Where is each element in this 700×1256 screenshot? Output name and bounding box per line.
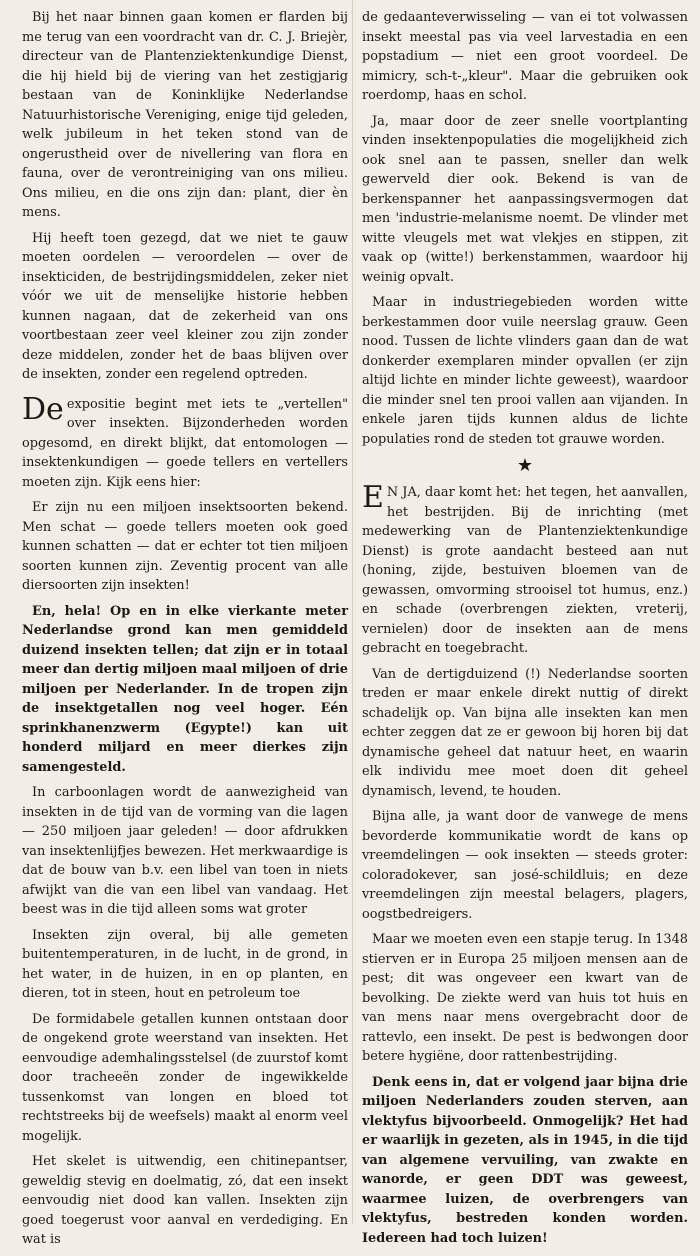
paragraph: Het skelet is uitwendig, een chitinepantser, geweldig stevig en doelmatig, zó, dat een insekt eenvoudig niet dood kan vallen. Insekten zijn goed toegerust voor aanval en verdediging. En wat is [22,1154,348,1247]
paragraph: Insekten zijn overal, bij alle gemeten buitentemperaturen, in de lucht, in de grond, in het water, in de huizen, in en op planten, en dieren, tot in steen, hout en petroleum toe [22,927,348,1001]
bold-paragraph: Denk eens in, dat er volgend jaar bijna drie miljoen Nederlanders zouden sterven, aan vlektyfus bijvoorbeeld. Onmogelijk? Het had er waarlijk in gezeten, als in 1945, in die tijd van algemene vervuiling, van zwakte en wanorde, er geen DDT was geweest, waarmee luizen, de overbrengers van vlektyfus, bestreden konden worden. Iedereen had toch luizen! [362,1074,688,1246]
paragraph: Maar in industriegebieden worden witte berkestammen door vuile neerslag grauw. Geen nood. Tussen de lichte vlinders gaan dan de wat donkerder exemplaren minder opvallen (er zijn altijd lichte en minder lichte geweest), waardoor die minder snel ten prooi vallen aan vijanden. In enkele jaren tijds kunnen aldus de lichte populaties rond de steden tot grauwe worden. [362,295,688,447]
drop-cap: E [362,480,384,515]
column-divider [352,0,353,1224]
drop-cap: De [22,391,64,427]
paragraph: Er zijn nu een miljoen insektsoorten bekend. Men schat — goede tellers moeten ook goed kunnen schatten — dat er echter tot tien miljoen soorten kunnen zijn. Zeventig procent van alle diersoorten zijn insekten! [22,500,348,593]
paragraph: Van de dertigduizend (!) Nederlandse soorten treden er maar enkele direkt nuttig of direkt schadelijk op. Van bijna alle insekten kan men echter zeggen dat ze er gewoon bij horen bij dat dynamische geheel dat natuur heet, en waarin elk individu mee moet doen dit geheel dynamisch, levend, te houden. [362,666,688,799]
right-column [362,8,688,1254]
paragraph: Hij heeft toen gezegd, dat we niet te gauw moeten oordelen — veroordelen — over de insekticiden, de bestrijdingsmiddelen, zeker niet vóór we uit de menselijke historie hebben kunnen nagaan, dat de zekerheid van ons voortbestaan zeer veel kleiner zou zijn zonder deze middelen, zonder het de baas blijven over de insekten, zonder een regelend optreden. [22,230,348,382]
paragraph: Maar we moeten even een stapje terug. In 1348 stierven er in Europa 25 miljoen mensen aan de pest; dit was ongeveer een kwart van de bevolking. De ziekte werd van huis tot huis en van mens naar mens overgebracht door de rattevlo, een insekt. De pest is bedwongen door betere hygiëne, door rattenbestrijding. [362,932,688,1064]
section-start-paragraph: De expositie begint met iets te „vertellen" over insekten. Bijzonderheden worden opgesomd, en direkt blijkt, dat entomologen — insektenkundigen — goede tellers en vertellers moeten zijn. Kijk eens hier: [22,391,348,490]
paragraph: de gedaanteverwisseling — van ei tot volwassen insekt meestal pas via veel larvestadia en een popstadium — niet een groot voordeel. De mimicry, sch-t-„kleur". Maar die gebruiken ook roerdomp, haas en schol. [362,10,688,103]
left-column [22,8,348,1256]
paragraph: Bij het naar binnen gaan komen er flarden bij me terug van een voordracht van dr. C. J. Briejèr, directeur van de Plantenziektenkundige Dienst, die hij hield bij de viering van het zestigjarig bestaan van de Koninklijke Nederlandse Natuurhistorische Vereniging, enige tijd geleden, welk jubileum in het teken stond van de ongerustheid over de nivellering van flora en fauna, over de verontreiniging van ons milieu. Ons milieu, en die ons zijn dan: plant, dier èn mens. [22,10,348,220]
bold-paragraph: En, hela! Op en in elke vierkante meter Nederlandse grond kan men gemiddeld duizend insekten tellen; dat zijn er in totaal meer dan dertig miljoen maal miljoen of drie miljoen per Nederlander. In de tropen zijn de insektgetallen nog veel hoger. Eén sprinkhanenzwerm (Egypte!) kan uit honderd miljard en meer dierkes zijn samengesteld. [22,603,348,775]
section-start-paragraph: E N JA, daar komt het: het tegen, het aanvallen, het bestrijden. Bij de inrichting (met medewerking van de Plantenziektenkundige Dienst) is grote aandacht besteed aan nut (honing, zijde, bestuiven bloemen van de gewassen, omvorming strooisel tot humus, enz.) en schade (overbrengen ziekten, vreterij, vernielen) door de insekten aan de mens gebracht en toegebracht. [362,480,688,656]
paragraph: Bijna alle, ja want door de vanwege de mens bevorderde kommunikatie wordt de kans op vreemdelingen — ook insekten — steeds groter: coloradokever, san josé-schildluis; en deze vreemdelingen zijn meestal belagers, plagers, oogstbedreigers. [362,809,688,922]
star-separator: ★ [516,455,534,476]
paragraph: De formidabele getallen kunnen ontstaan door de ongekend grote weerstand van insekten. Het eenvoudige ademhalingsstelsel (de zuurstof komt door tracheeën zonder de ingewikkelde tussenkomst van longen en bloed tot rechtstreeks bij de weefsels) maakt al enorm veel mogelijk. [22,1011,348,1144]
paragraph: In carboonlagen wordt de aanwezigheid van insekten in de tijd van de vorming van die lagen — 250 miljoen jaar geleden! — door afdrukken van insektenlijfjes bewezen. Het merkwaardige is dat de bouw van b.v. een libel van toen in niets afwijkt van die van een libel van vandaag. Het beest was in die tijd alleen soms wat groter [22,785,348,917]
paragraph: Ja, maar door de zeer snelle voortplanting vinden insektenpopulaties die mogelijkheid zich ook snel aan te passen, sneller dan welk gewerveld dier ook. Bekend is van de berkenspanner het aanpassingsvermogen dat men 'industrie-melanisme noemt. De vlinder met witte vleugels met wat vlekjes en stippen, zit vaak op (witte!) berkenstammen, waardoor hij weinig opvalt. [362,113,688,285]
